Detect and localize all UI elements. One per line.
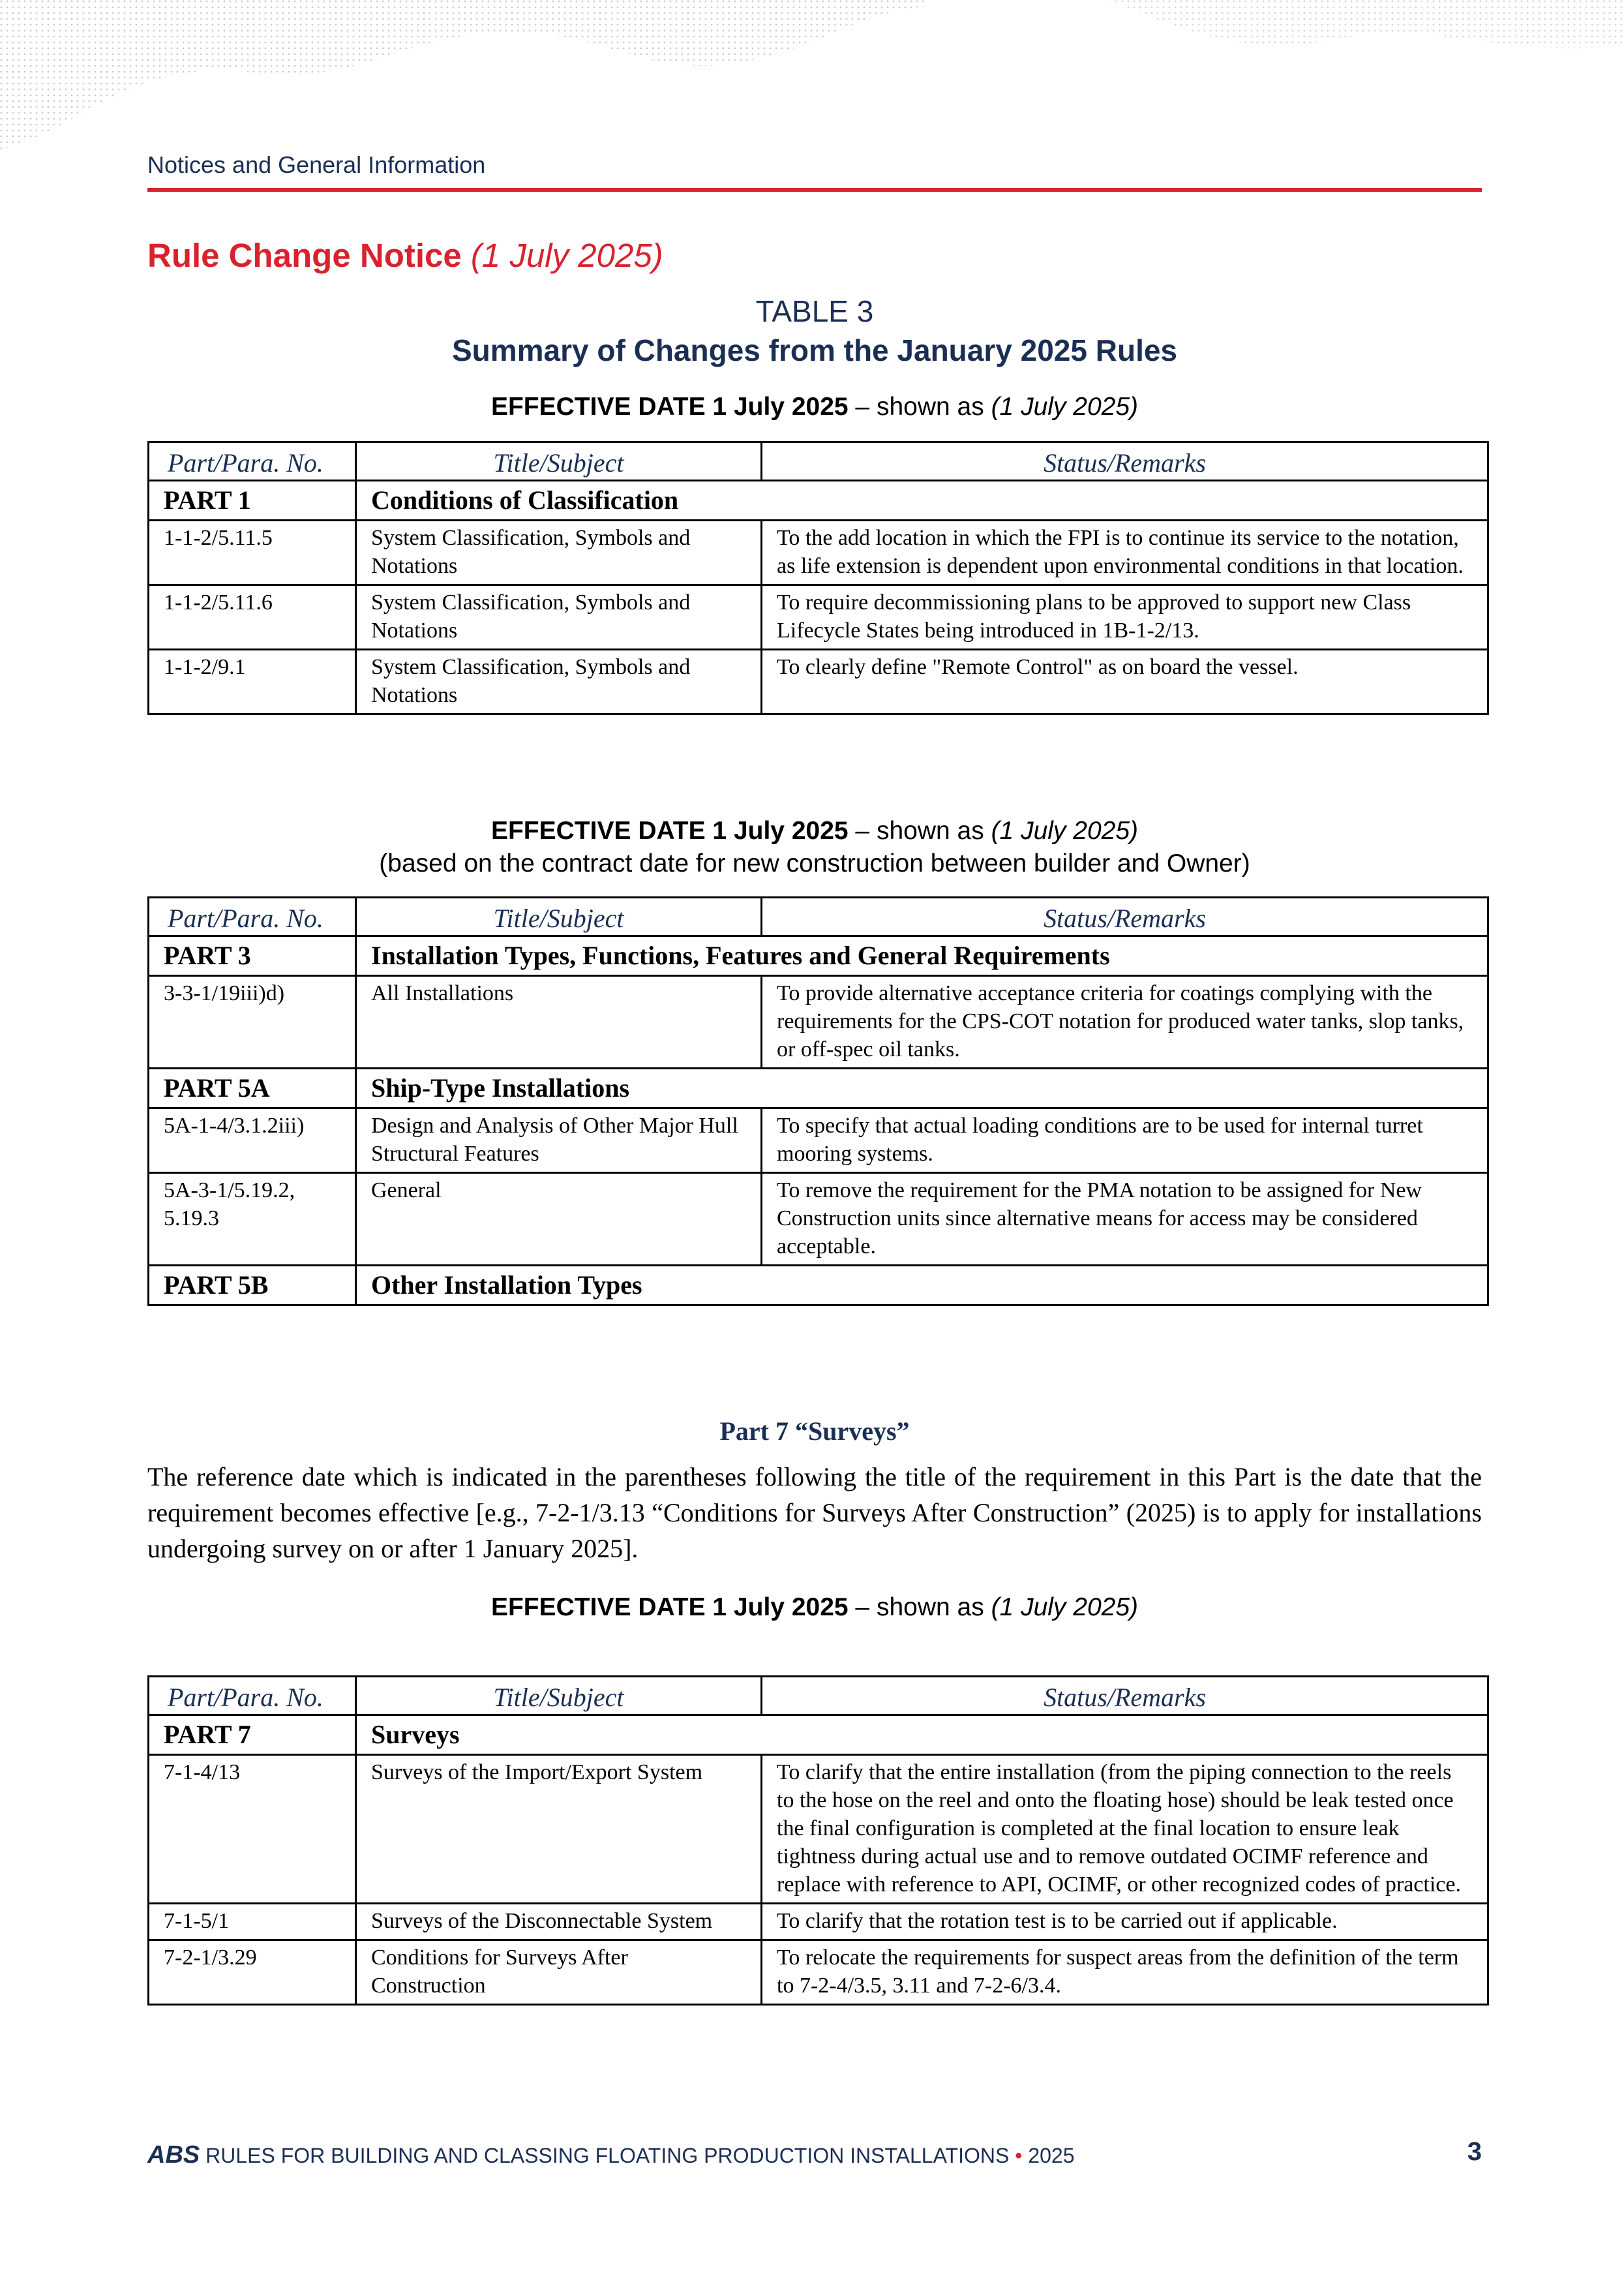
cell-remarks: To clearly define "Remote Control" as on board the vessel.: [762, 650, 1488, 714]
table-title: TABLE 3: [755, 294, 874, 328]
table-subtitle: Summary of Changes from the January 2025 Rules: [451, 333, 1178, 367]
part-label: PART 3: [149, 936, 356, 976]
cell-ref: 5A-1-4/3.1.2iii): [149, 1108, 356, 1173]
column-header-title: Title/Subject: [356, 1677, 762, 1715]
cell-ref: 7-1-4/13: [149, 1755, 356, 1904]
cell-title: System Classification, Symbols and Notations: [356, 521, 762, 585]
cell-ref: 3-3-1/19iii)d): [149, 976, 356, 1069]
table-row: [149, 1940, 1488, 2005]
table-row: [149, 1904, 1488, 1940]
cell-ref: 1-1-2/9.1: [149, 650, 356, 714]
cell-ref: 1-1-2/5.11.5: [149, 521, 356, 585]
column-header-part: Part/Para. No.: [149, 898, 356, 936]
table-row: [149, 650, 1488, 714]
table-header-row: [149, 1677, 1488, 1715]
cell-remarks: To require decommissioning plans to be approved to support new Class Lifecycle States being introduced in 1B-1-2/13.: [762, 585, 1488, 650]
column-header-title: Title/Subject: [356, 898, 762, 936]
column-header-title: Title/Subject: [356, 442, 762, 481]
cell-remarks: To relocate the requirements for suspect areas from the definition of the term to 7-2-4/3.5, 3.11 and 7-2-6/3.4.: [762, 1940, 1488, 2005]
part-title: Other Installation Types: [356, 1266, 1488, 1305]
effective-date-mid: – shown as: [848, 393, 991, 421]
cell-title: General: [356, 1173, 762, 1266]
part-title: Conditions of Classification: [356, 481, 1488, 521]
cell-title: Surveys of the Disconnectable System: [356, 1904, 762, 1940]
effective-date-mid: – shown as: [848, 817, 991, 845]
cell-title: Conditions for Surveys After Construction: [356, 1940, 762, 2005]
table-row: [149, 1173, 1488, 1266]
part-label: PART 7: [149, 1715, 356, 1755]
notice-title-text: Rule Change Notice: [147, 237, 462, 274]
effective-date-line-2: [147, 817, 1482, 846]
table-header-row: [149, 442, 1488, 481]
part-title: Surveys: [356, 1715, 1488, 1755]
effective-date-italic: (1 July 2025): [991, 817, 1139, 845]
dotted-wave-decoration: [0, 0, 1624, 170]
effective-date-line-1: [147, 393, 1482, 421]
footer-year: 2025: [1028, 2144, 1075, 2167]
effective-date-mid: – shown as: [848, 1593, 991, 1621]
part-label: PART 5B: [149, 1266, 356, 1305]
abs-logo: ABS: [147, 2141, 200, 2169]
changes-table-part1: [147, 441, 1489, 715]
cell-title: Surveys of the Import/Export System: [356, 1755, 762, 1904]
cell-title: Design and Analysis of Other Major Hull Structural Features: [356, 1108, 762, 1173]
part-label: PART 1: [149, 481, 356, 521]
page-footer: [147, 2137, 1482, 2169]
footer-title: RULES FOR BUILDING AND CLASSING FLOATING PRODUCTION INSTALLATIONS: [205, 2144, 1010, 2167]
table-row: [149, 1755, 1488, 1904]
page-number: 3: [1467, 2137, 1482, 2166]
effective-date-bold: EFFECTIVE DATE 1 July 2025: [490, 817, 849, 845]
part-label: PART 5A: [149, 1069, 356, 1108]
part-row: [149, 481, 1488, 521]
part-title: Ship-Type Installations: [356, 1069, 1488, 1108]
cell-ref: 5A-3-1/5.19.2, 5.19.3: [149, 1173, 356, 1266]
cell-remarks: To specify that actual loading conditions are to be used for internal turret mooring systems.: [762, 1108, 1488, 1173]
part7-paragraph: The reference date which is indicated in the parentheses following the title of the requirement in this Part is the date that the requirement becomes effective [e.g., 7-2-1/3.13 “Conditions for Surveys After Construction” (2025) is to apply for installations undergoing survey on or after 1 January 2025].: [147, 1462, 1482, 1563]
cell-remarks: To clarify that the rotation test is to be carried out if applicable.: [762, 1904, 1488, 1940]
cell-ref: 1-1-2/5.11.6: [149, 585, 356, 650]
part-row: [149, 1715, 1488, 1755]
column-header-remarks: Status/Remarks: [762, 898, 1488, 936]
part-row: [149, 936, 1488, 976]
effective-date-bold: EFFECTIVE DATE 1 July 2025: [490, 393, 849, 421]
table-row: [149, 976, 1488, 1069]
column-header-remarks: Status/Remarks: [762, 442, 1488, 481]
column-header-remarks: Status/Remarks: [762, 1677, 1488, 1715]
cell-remarks: To provide alternative acceptance criteria for coatings complying with the requirements for the CPS-COT notation for produced water tanks, slop tanks, or off-spec oil tanks.: [762, 976, 1488, 1069]
cell-title: All Installations: [356, 976, 762, 1069]
running-head: Notices and General Information: [147, 151, 486, 178]
part-title: Installation Types, Functions, Features and General Requirements: [356, 936, 1488, 976]
table-header-row: [149, 898, 1488, 936]
table-row: [149, 521, 1488, 585]
effective-date-italic: (1 July 2025): [991, 1593, 1139, 1621]
column-header-part: Part/Para. No.: [149, 1677, 356, 1715]
column-header-part: Part/Para. No.: [149, 442, 356, 481]
footer-separator: •: [1015, 2144, 1023, 2167]
effective-date-note: (based on the contract date for new construction between builder and Owner): [379, 849, 1250, 877]
changes-table-part3-5: [147, 896, 1489, 1306]
part-row: [149, 1069, 1488, 1108]
cell-ref: 7-2-1/3.29: [149, 1940, 356, 2005]
part-row: [149, 1266, 1488, 1305]
cell-remarks: To remove the requirement for the PMA notation to be assigned for New Construction units since alternative means for access may be considered acceptable.: [762, 1173, 1488, 1266]
part7-heading: Part 7 “Surveys”: [719, 1416, 910, 1446]
header-rule: [147, 188, 1482, 192]
effective-date-line-3: [147, 1593, 1482, 1622]
cell-ref: 7-1-5/1: [149, 1904, 356, 1940]
changes-table-part7: [147, 1675, 1489, 2006]
notice-date: (1 July 2025): [470, 237, 663, 274]
cell-remarks: To the add location in which the FPI is to continue its service to the notation, as life extension is dependent upon environmental conditions in that location.: [762, 521, 1488, 585]
cell-remarks: To clarify that the entire installation (from the piping connection to the reels to the hose on the reel and onto the floating hose) should be leak tested once the final configuration is completed at the final location to ensure leak tightness during actual use and to remove outdated OCIMF reference and replace with reference to API, OCIMF, or other recognized codes of practice.: [762, 1755, 1488, 1904]
effective-date-italic: (1 July 2025): [991, 393, 1139, 421]
notice-title: [147, 236, 663, 275]
table-row: [149, 1108, 1488, 1173]
cell-title: System Classification, Symbols and Notations: [356, 585, 762, 650]
cell-title: System Classification, Symbols and Notations: [356, 650, 762, 714]
table-row: [149, 585, 1488, 650]
effective-date-bold: EFFECTIVE DATE 1 July 2025: [490, 1593, 849, 1621]
